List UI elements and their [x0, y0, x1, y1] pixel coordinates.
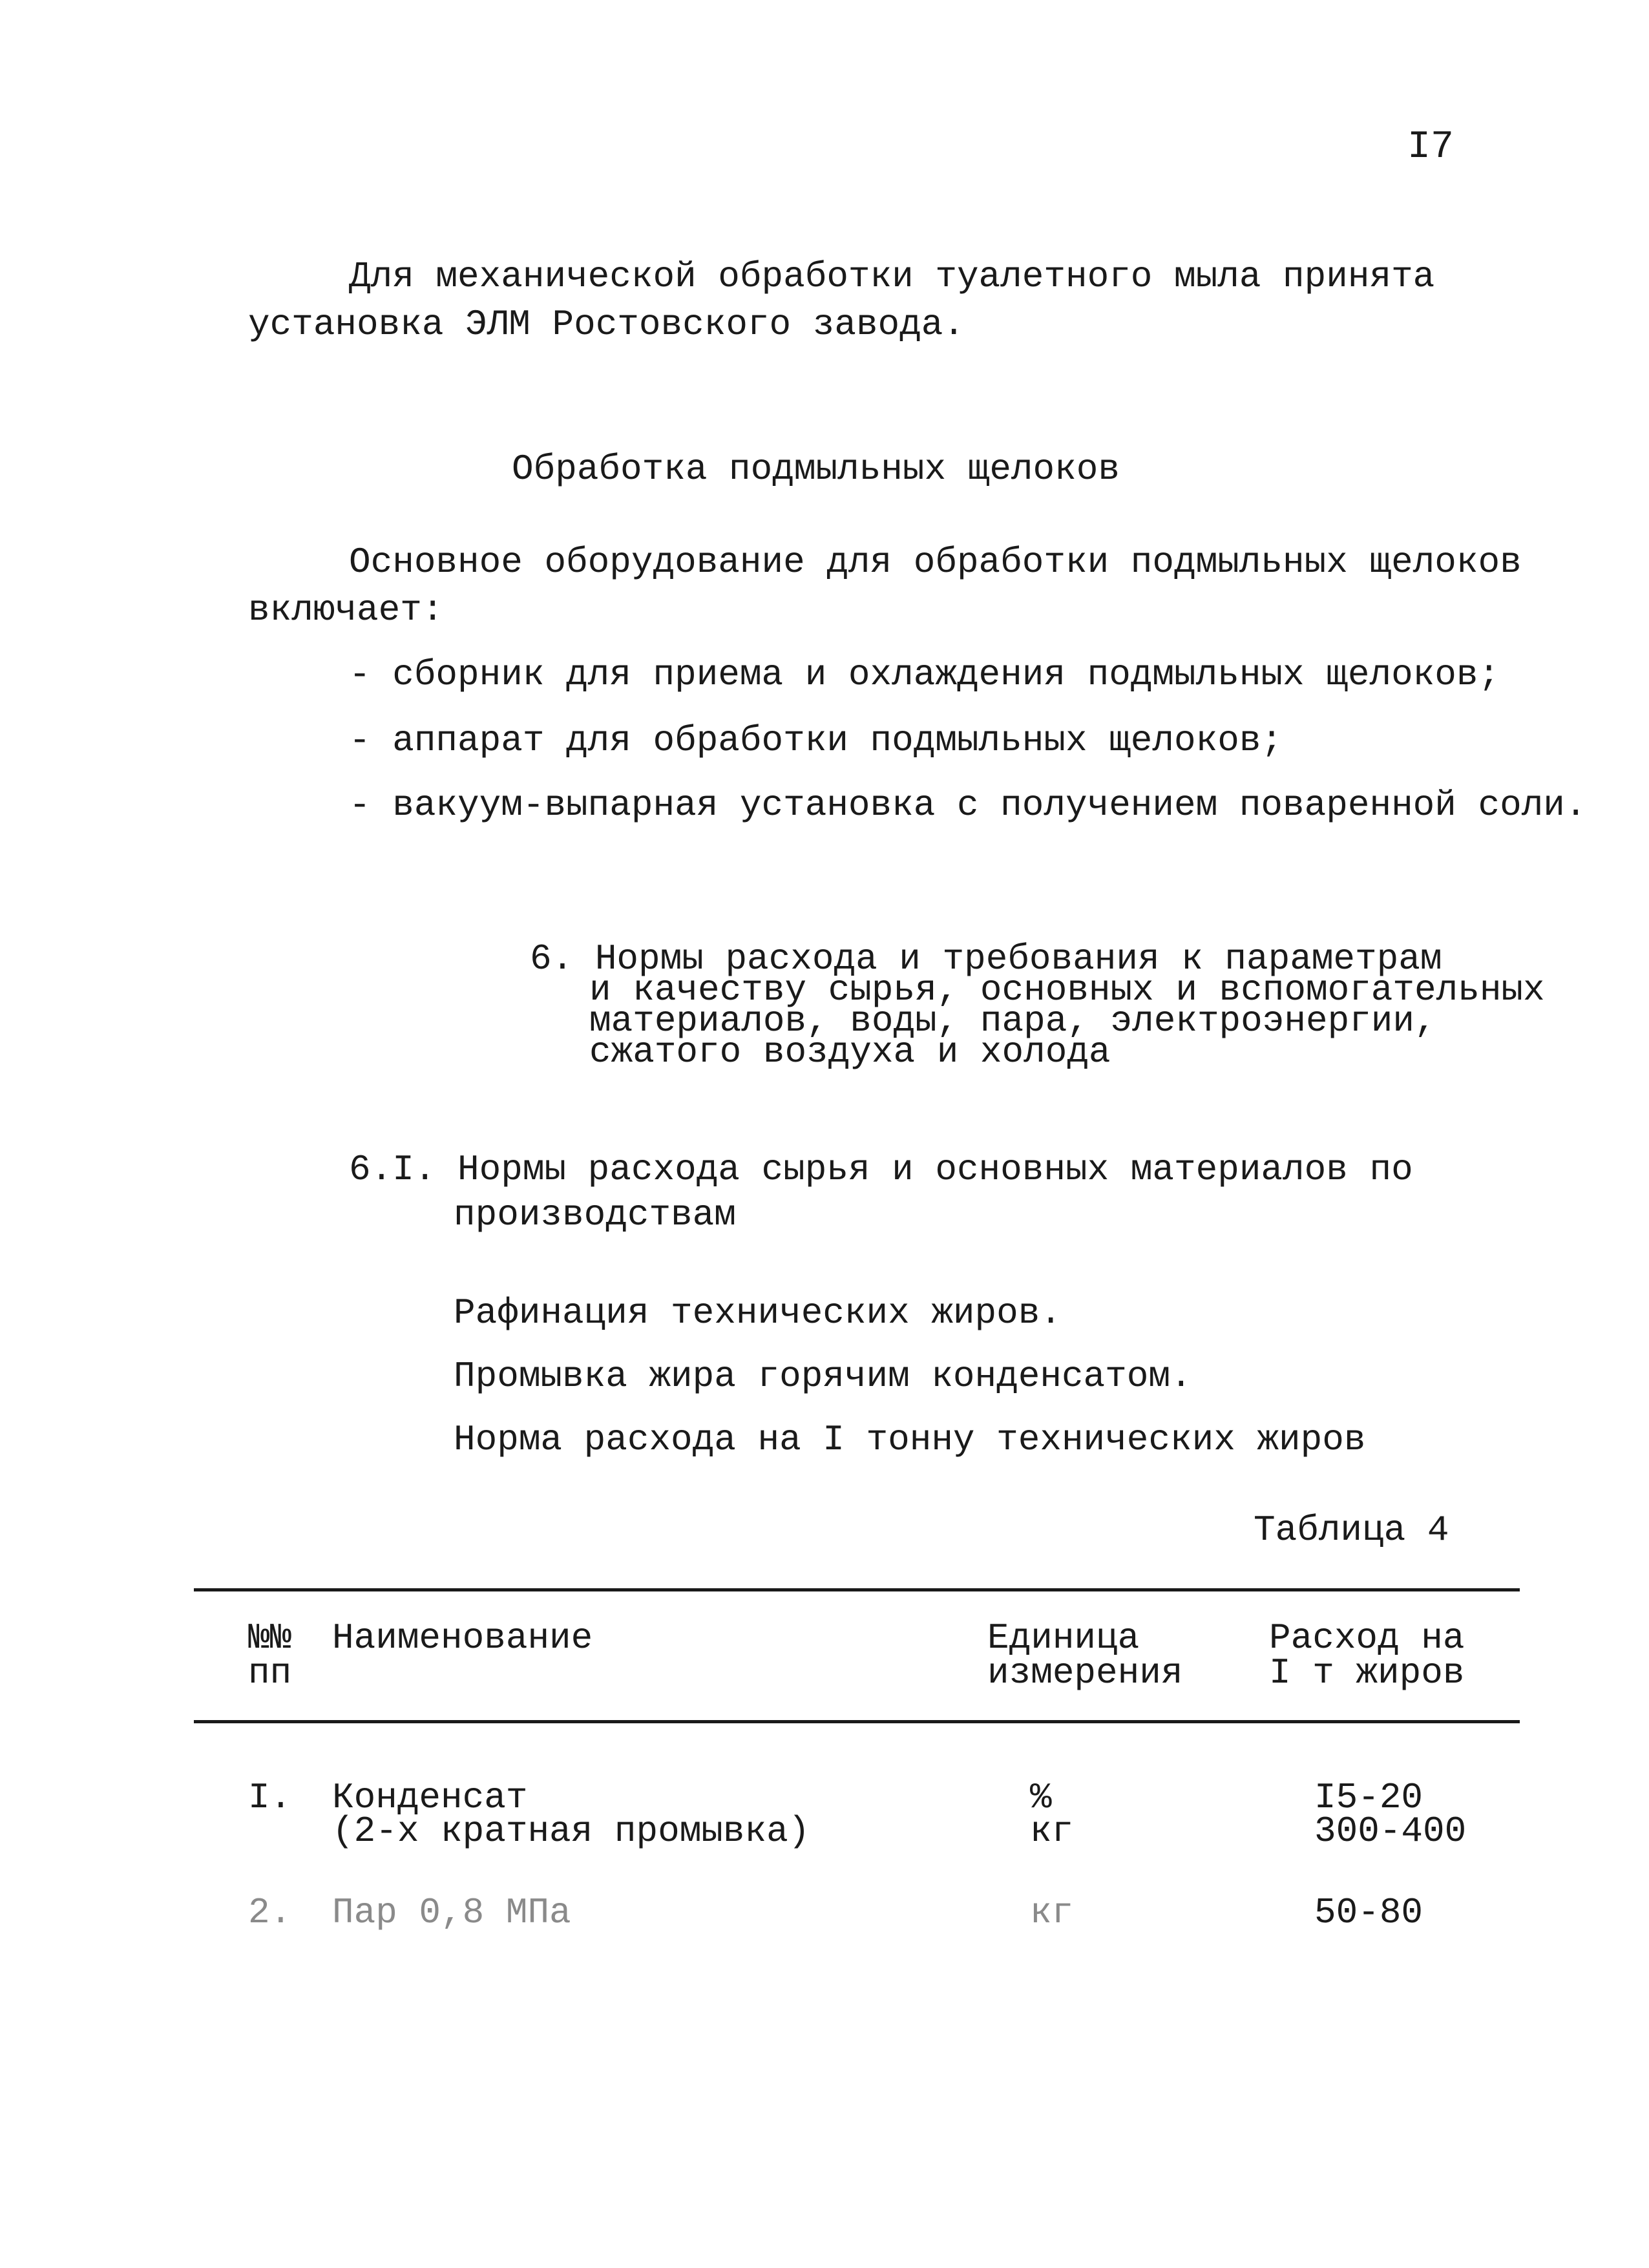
header-consumption-line-2: I т жиров — [1269, 1652, 1465, 1694]
row-1-unit-line-2: кг — [1030, 1811, 1074, 1852]
section-6-line-2: и качеству сырья, основных и вспомогательных — [589, 969, 1545, 1011]
section-6-1-line-2: производствам — [454, 1194, 736, 1235]
row-1-num: I. — [248, 1777, 292, 1818]
section-6-line-4: сжатого воздуха и холода — [589, 1031, 1111, 1073]
header-unit-line-2: измерения — [987, 1652, 1183, 1694]
row-1-name-line-1: Конденсат — [332, 1777, 528, 1818]
table-header-rule — [194, 1720, 1520, 1723]
row-1-value-line-1: I5-20 — [1314, 1777, 1423, 1818]
table-top-rule — [194, 1588, 1520, 1591]
subtitle-washing: Промывка жира горячим конденсатом. — [454, 1356, 1192, 1397]
intro-line-2: установка ЭЛМ Ростовского завода. — [248, 304, 965, 345]
row-2-value: 50-80 — [1314, 1892, 1423, 1933]
section-6-line-3: материалов, воды, пара, электроэнергии, — [589, 1000, 1436, 1042]
equipment-item: - сборник для приема и охлаждения подмыльных щелоков; — [349, 654, 1500, 695]
header-num-line-2: пп — [248, 1652, 292, 1694]
equipment-item: - вакуум-выпарная установка с получением поваренной соли. — [349, 784, 1587, 826]
page-number: I7 — [1407, 125, 1455, 169]
header-unit-line-1: Единица — [987, 1617, 1140, 1659]
subtitle-norm: Норма расхода на I тонну технических жиров — [454, 1419, 1366, 1460]
section-6-line-1: 6. Нормы расхода и требования к параметрам — [530, 938, 1442, 980]
section-6-1-line-1: 6.I. Нормы расхода сырья и основных материалов по — [349, 1149, 1413, 1190]
row-1-value-line-2: 300-400 — [1314, 1811, 1467, 1852]
equipment-intro-line-2: включает: — [248, 589, 444, 631]
intro-line-1: Для механической обработки туалетного мыла принята — [349, 256, 1435, 297]
row-1-name-line-2: (2-х кратная промывка) — [332, 1811, 810, 1852]
header-num-line-1: №№ — [248, 1617, 292, 1659]
row-1-unit-line-1: % — [1030, 1777, 1052, 1818]
section-heading: Обработка подмыльных щелоков — [512, 448, 1120, 490]
subtitle-refining: Рафинация технических жиров. — [454, 1292, 1062, 1334]
table-label: Таблица 4 — [1254, 1509, 1449, 1551]
header-consumption-line-1: Расход на — [1269, 1617, 1465, 1659]
row-2-unit: кг — [1030, 1892, 1074, 1933]
row-2-name: Пар 0,8 МПа — [332, 1892, 571, 1933]
header-name: Наименование — [332, 1617, 593, 1659]
equipment-intro-line-1: Основное оборудование для обработки подмыльных щелоков — [349, 541, 1522, 583]
row-2-num: 2. — [248, 1892, 292, 1933]
equipment-item: - аппарат для обработки подмыльных щелоков; — [349, 720, 1283, 761]
